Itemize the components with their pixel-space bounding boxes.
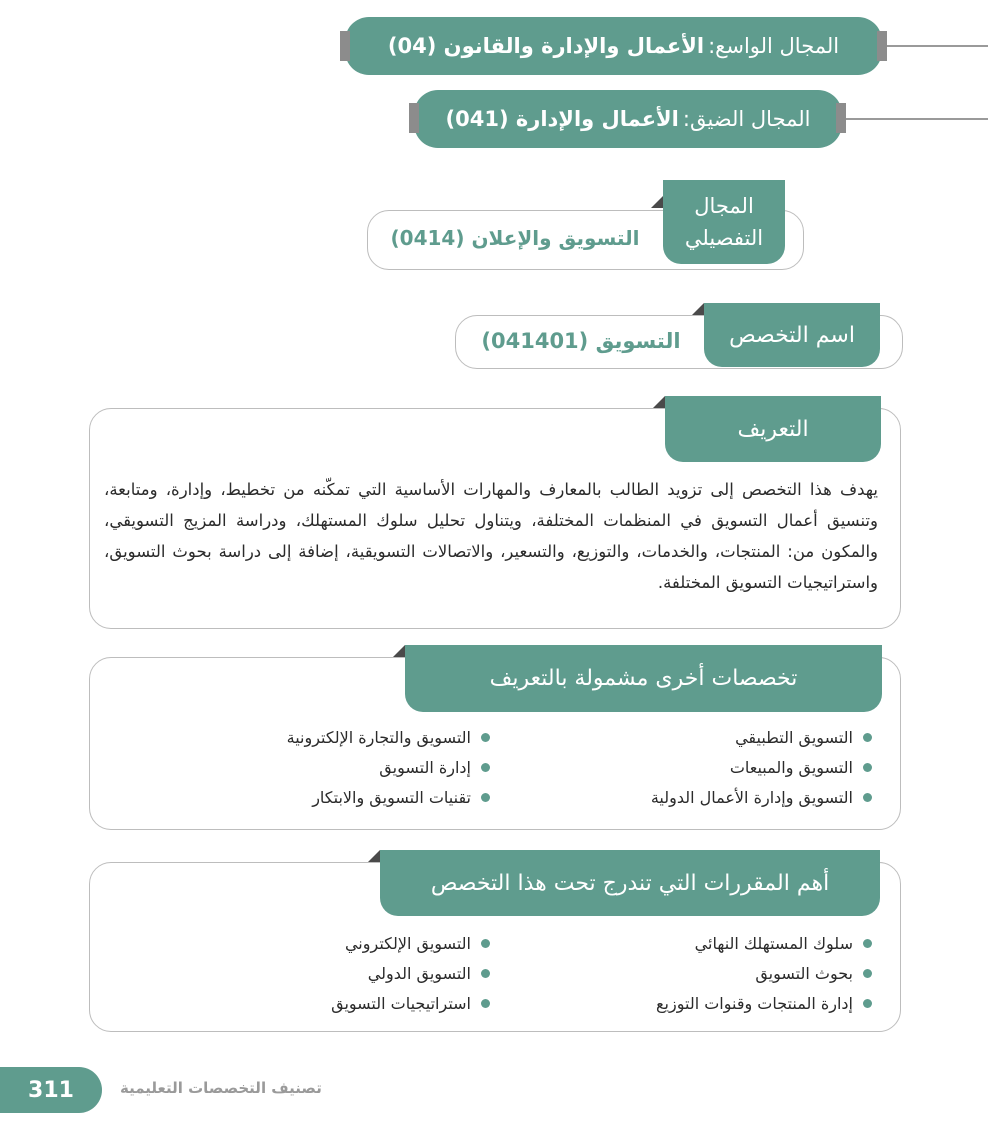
tab-fold [653,396,665,408]
pill-cap-left [340,31,350,61]
bullet-icon [481,999,490,1008]
tab-fold [393,645,405,657]
courses-title-tab [380,850,880,916]
tab-fold [692,303,704,315]
courses-list-left [331,928,490,1018]
related-title-tab [405,645,882,712]
detailed-field-label-line1: المجال [694,194,754,218]
specialization-label: اسم التخصص [729,322,855,348]
definition-text: يهدف هذا التخصص إلى تزويد الطالب بالمعارف والمهارات الأساسية التي تمكّنه من تخطيط، وإدارة، ومتابعة، وتنسيق أعمال التسويق في المنظمات المختلفة، ويتناول تحليل سلوك المستهلك، ودراسة المزيج التسويقي، والمكون من: المنتجات، والخدمات، والتوزيع، والتسعير، والاتصالات التسويقية، إضافة إلى دراسة بحوث التسويق، واستراتيجيات التسويق المختلفة. [104,480,878,592]
pill-cap-right [836,103,846,133]
definition-title-tab [665,396,881,462]
tab-fold [368,850,380,862]
list-item: التسويق الدولي [331,958,490,988]
list-item: إدارة المنتجات وقنوات التوزيع [656,988,872,1018]
list-item: استراتيجيات التسويق [331,988,490,1018]
definition-title: التعريف [737,416,809,442]
bullet-icon [481,969,490,978]
detailed-field-label-line2: التفصيلي [684,226,764,250]
list-item: إدارة التسويق [287,752,490,782]
bullet-icon [863,733,872,742]
courses-list-right [656,928,872,1018]
list-item: تقنيات التسويق والابتكار [287,782,490,812]
related-list-left [287,722,490,812]
bullet-icon [481,763,490,772]
list-item: بحوث التسويق [656,958,872,988]
narrow-field-pill [414,90,842,148]
related-list-right [651,722,872,812]
broad-field-value: الأعمال والإدارة والقانون (04) [387,34,705,58]
pill-cap-right [877,31,887,61]
connector-line [886,45,988,47]
bullet-icon [863,999,872,1008]
list-item: التسويق والمبيعات [651,752,872,782]
list-item: التسويق وإدارة الأعمال الدولية [651,782,872,812]
broad-field-label: المجال الواسع: [708,34,840,58]
bullet-icon [481,733,490,742]
book-title: تصنيف التخصصات التعليمية [120,1079,322,1097]
bullet-icon [863,939,872,948]
bullet-icon [481,939,490,948]
list-item: التسويق والتجارة الإلكترونية [287,722,490,752]
broad-field-pill [345,17,882,75]
tab-fold [651,196,663,208]
list-item: سلوك المستهلك النهائي [656,928,872,958]
narrow-field-value: الأعمال والإدارة (041) [445,107,679,131]
pill-cap-left [409,103,419,133]
connector-line [846,118,988,120]
bullet-icon [481,793,490,802]
detailed-field-label-tab [663,180,785,264]
narrow-field-label: المجال الضيق: [682,107,811,131]
detailed-field-value: التسويق والإعلان (0414) [390,226,640,250]
page-number: 311 [28,1077,74,1103]
bullet-icon [863,763,872,772]
list-item: التسويق التطبيقي [651,722,872,752]
specialization-label-tab [704,303,880,367]
bullet-icon [863,793,872,802]
bullet-icon [863,969,872,978]
courses-title: أهم المقررات التي تندرج تحت هذا التخصص [430,870,830,896]
related-title: تخصصات أخرى مشمولة بالتعريف [489,666,798,691]
list-item: التسويق الإلكتروني [331,928,490,958]
page-number-tab [0,1067,102,1113]
specialization-value: التسويق (041401) [481,329,681,353]
